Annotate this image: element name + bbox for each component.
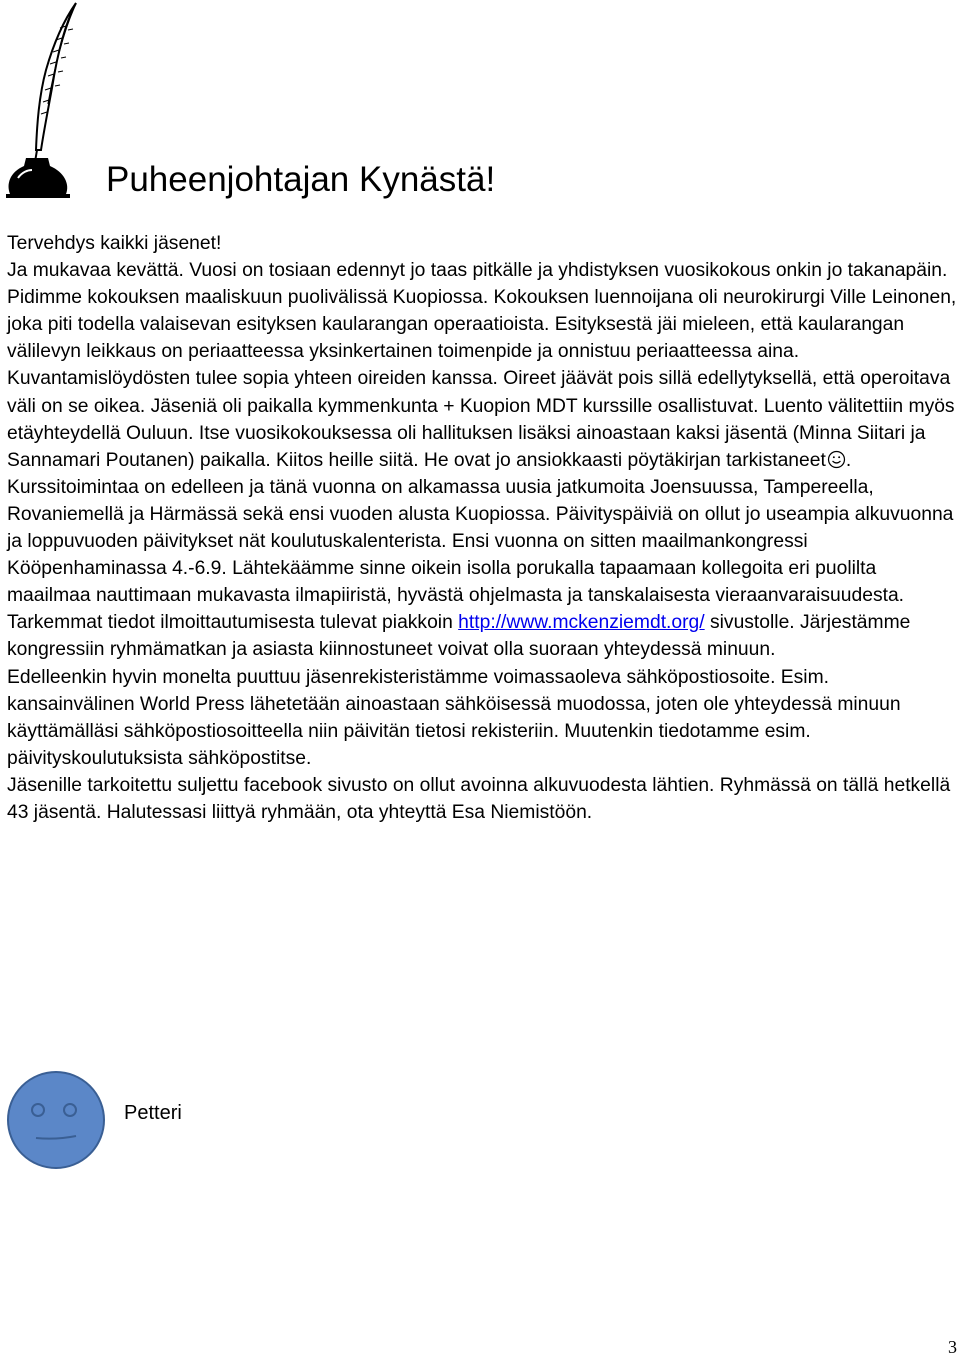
signature: Petteri bbox=[124, 1102, 182, 1124]
page-number: 3 bbox=[948, 1337, 957, 1357]
page-title: Puheenjohtajan Kynästä! bbox=[106, 160, 496, 199]
quill-inkwell-icon bbox=[4, 0, 80, 200]
paragraph-annual-meeting bbox=[7, 257, 959, 474]
paragraph-email: Edelleenkin hyvin monelta puuttuu jäsenrekisteristämme voimassaoleva sähköpostiosoite. Esim. kansainvälinen World Press lähetetään ainoastaan sähköisessä muodossa, joten ole yhteydessä minuun käyttämälläsi sähköpostiosoitteella niin päivitän tietosi rekisteriin. Muutenkin tiedotamme esim. päivityskoulutuksista sähköpostitse. bbox=[7, 666, 901, 769]
paragraph-courses-after: sivustolle. Järjestämme kongressiin ryhmämatkan ja asiasta kiinnostuneet voivat olla suoraan yhteydessä minuun. bbox=[7, 612, 911, 661]
paragraph-annual-meeting-end: . bbox=[845, 449, 852, 471]
smiley-icon bbox=[827, 450, 846, 469]
paragraph-annual-meeting-text: Ja mukavaa kevättä. Vuosi on tosiaan edennyt jo taas pitkälle ja yhdistyksen vuosikokous onkin jo takanapäin. Pidimme kokouksen maaliskuun puolivälissä Kuopiossa. Kokouksen luennoijana oli neurokirurgi Ville Leinonen, joka piti todella valaisevan esityksen kaularangan operaatioista. Esityksestä jäi mieleen, että kaularangan välilevyn leikkaus on periaatteessa yksinkertainen toimenpide ja onnistuu periaatteessa aina. Kuvantamislöydösten tulee sopia yhteen oireiden kanssa. Oireet jäävät pois sillä edellytyksellä, että operoitava väli on se oikea. Jäseniä oli paikalla kymmenkunta + Kuopion MDT kurssille osallistuvat. Luento välitettiin myös etäyhteydellä Ouluun. Itse vuosikokouksessa oli hallituksen lisäksi ainoastaan kaksi jäsentä (Minna Siitari ja Sannamari Poutanen) paikalla. Kiitos heille siitä. He ovat jo ansiokkaasti pöytäkirjan tarkistaneet bbox=[7, 260, 957, 471]
paragraph-courses-text: Kurssitoimintaa on edelleen ja tänä vuonna on alkamassa uusia jatkumoita Joensuussa, Tampereella, Rovaniemellä ja Härmässä sekä ensi vuoden alusta Kuopiossa. Päivityspäiviä on ollut jo useampia alkuvuonna ja loppuvuoden päivitykset nät koulutuskalenterista. Ensi vuonna on sitten maailmankongressi Kööpenhaminassa 4.-6.9. Lähtekäämme sinne oikein isolla porukalla tapaamaan kollegoita eri puolilta maailmaa nauttimaan mukavasta ilmapiiristä, hyvästä ohjelmasta ja tanskalaisesta vieraanvaraisuudesta. Tarkemmat tiedot ilmoittautumisesta tulevat piakkoin bbox=[7, 476, 954, 634]
mckenziemdt-link[interactable]: http://www.mckenziemdt.org/ bbox=[458, 612, 705, 634]
paragraph-greeting: Tervehdys kaikki jäsenet! bbox=[7, 233, 222, 254]
paragraph-courses bbox=[7, 474, 959, 664]
smiley-face-icon bbox=[6, 1070, 106, 1170]
paragraph-facebook: Jäsenille tarkoitettu suljettu facebook sivusto on ollut avoinna alkuvuodesta lähtien. Ryhmässä on tällä hetkellä 43 jäsentä. Halutessasi liittyä ryhmään, ota yhteyttä Esa Niemistöön. bbox=[7, 774, 951, 823]
article-body bbox=[7, 230, 959, 826]
